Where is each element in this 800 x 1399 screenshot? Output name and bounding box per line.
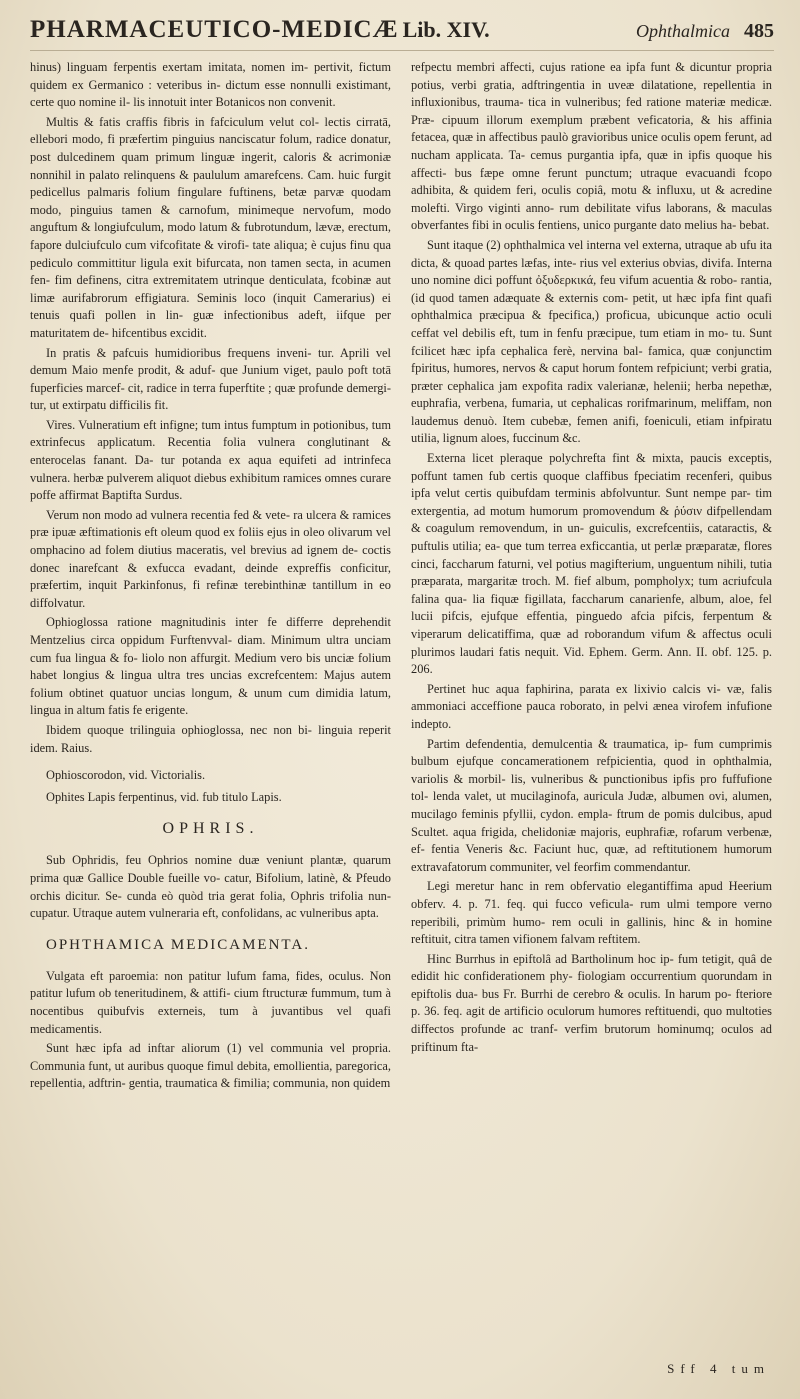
paragraph: Partim defendentia, demulcentia & traumatica, ip- fum cumprimis bulbum ejufque concamerationem refpicientia, quod in ophthalmia, variolis & morbil- lis, vulneribus & punctionibus ipfis pro fuffufione tol- lenda valet, ut mucilaginofa, auricula Judæ, albumen ovi, alumen, mucilago feminis pfyllii, cydon. empla- ftrum de pomis dulcibus, apud Scultet. aqua frigida, chelidoniæ majoris, euphrafiæ, rofarum verbenæ, ef- fentia Veneris &c. Faciunt huc, quæ, ad reftitutionem humorum extravafatorum communiter, vel feorfim commendantur. (411, 736, 772, 874)
cross-reference: Ophites Lapis ferpentinus, vid. fub titulo Lapis. (46, 789, 282, 804)
paragraph: Vires. Vulneratium eft infigne; tum intus fumptum in potionibus, tum extrinfecus applicatum. Recentia folia vulnera conglutinant & enterocelas fanant. Da- tur potanda ex aqua equifeti ad intrinfeca vulnera. herbæ pulverem aliquot diebus exhibitum ramices omnes curare poffe affirmat Baptifta Surdus. (30, 417, 391, 503)
paragraph: Vulgata eft paroemia: non patitur lufum fama, fides, oculus. Non patitur lufum ob teneritudinem, & attifi- cium ftructuræ fummum, tum à nocentibus quibufvis externeis, tum à juvantibus vel quafi medicamentis. (30, 968, 391, 1036)
paragraph: Externa licet pleraque polychrefta fint & mixta, paucis exceptis, poffunt tamen fub certis quoque claffibus fpeciatim recenferi, quibus ipfa velut certis quibufdam terminis abfolvuntur. Sunt nempe par- tim extergentia, ad motum humorum promovendum & ῥύσιν difpellendam & coagulum removendum, in un- guiculis, excrefcentiis, cataractis, & puftulis utilia; ea- que tum terrea exficcantia, ut perlæ præparatæ, flores cinci, faccharum faturni, vel potius magifterium, unguentum nihili, tutia præparata, margaritæ troch. M. fief album, pompholyx; tum acriufcula falina qua- lia fiquæ figillata, faccharum canarienfe, album, aloe, fel lucii pifcis, ejufque effentia, pinguedo afcia pifcis, ferpentum & viperarum delicatiffima, quæ ad roborandum vifum & affectus oculi plurimos laudari fatis nequit. Vid. Ephem. Germ. Ann. II. obf. 125. p. 206. (411, 451, 772, 677)
paragraph: Legi meretur hanc in rem obfervatio elegantiffima apud Heerium obferv. 4. p. 71. feq. qui fucco veficula- rum ulmi tempore verno reperibili, primùm humo- rem oculi in gallinis, hinc & in homine reftituit, citra tamen vifionem falvam reftitem. (411, 879, 772, 947)
running-head-title: PHARMACEUTICO-MEDICÆ (30, 16, 399, 43)
paragraph: Sub Ophridis, feu Ophrios nomine duæ veniunt plantæ, quarum prima quæ Gallice Double fueille vo- catur, Bifolium, latinè, & Pfeudo orchis dicitur. Se- cunda eò quòd tria gerat folia, Ophris trifolia nun- cupatur. Utraque autem vulneraria eft, confolidans, ac vulneribus apta. (30, 853, 391, 921)
page-footer (667, 1361, 770, 1377)
paragraph: Ibidem quoque trilinguia ophioglossa, nec non bi- linguia reperit idem. Raius. (30, 722, 391, 755)
paragraph: Sunt itaque (2) ophthalmica vel interna vel externa, utraque ab ufu ita dicta, & quoad partes læfas, inte- rius vel exterius obvias, divifa. Interna uno nomine dici poffunt ὀξυδερκικά, feu vifum acuentia & robo- rantia, (id quod tamen adæquate & externis com- petit, ut hæc ipfa fint quafi ophthalmica præcipua & fpecifica,) proficua, ubicunque actio oculi ceffat vel debilis eft, tum in fenfu præcipue, tum etiam in mo- tu. Sunt fcilicet hæc ipfa cephalica ferè, nervina bal- famica, quæ conjunctim fpiritus, humores, nervos & caput horum fontem refpiciunt; verbi gratia, præter cephalica jam expofita radix valerianæ, helenii; herba nepethæ, euphrafia, verbena, fumaria, ut cephalicas rorifmarinum, meliffam, non laudemus denuò. Item cubebæ, femen anifi, foeniculi, etiam infpiratu utilia, lignum aloes, fuccinum &c. (411, 237, 772, 446)
page-number: 485 (744, 20, 774, 42)
left-column (30, 59, 391, 1379)
paragraph: Ophioglossa ratione magnitudinis inter fe differre deprehendit Mentzelius circa oppidum Furftenvval- diam. Minimum ultra unciam cum fua lingua & fo- liolo non affurgit. Medium vero bis unciæ folium habet longius & lingua ultra tres uncias excrefcentem: Majus autem folium obtinet quatuor uncias longum, & unum cum dimidia latum, lingua in altum fatis fe erigente. (30, 615, 391, 718)
text-columns (30, 59, 774, 1379)
paragraph: Multis & fatis craffis fibris in fafciculum velut col- lectis cirratā, ellebori modo, fi præfertim pinguius nanciscatur folum, radice donatur, post dulcedinem quam primum linguæ ingerit, caloris & acrimoniæ nonnihil in palato relinquens & paululum amarefcens. Cam. huic furgit pedicellus palmaris folium fingulare fuftinens, betæ parvæ quodam modo, pinguius tamen & carnofum, minimeque nervofum, modo anguftum & longiufculum, modo latum & fubrotundum, lævæ, erectum, fapore dulciufculo cum vifcofitate & virofi- tate aliqua; è cujus finu qua pediculo committitur ligula exit bifurcata, non tamen secta, in acumen fen- fim definens, citra extremitatem utrinque denticulata, fcobinæ aut limæ aurifabrorum effigiatura. Seminis loco (inquit Camerarius) ei tenuis quafi pollen in lin- guæ infectionibus adeft, iifque per maturitatem de- hifcentibus excidit. (30, 114, 391, 340)
paragraph: Hinc Burrhus in epiftolâ ad Bartholinum hoc ip- fum tetigit, quâ de edidit hic confiderationem phy- fiologiam occurrentium quorundam in epiftolis dua- bus Fr. Burrhi de cerebro & oculis. In harum po- fteriore p. 36. feq. agit de artificio oculorum humores reftituendi, quo multoties diffectos profunde ac tranf- verfim brutorum hominumq; oculos ad priftinum fta- (411, 951, 772, 1054)
paragraph: hinus) linguam ferpentis exertam imitata, nomen im- pertivit, fictum quidem ex Germanico : veteribus in- dictum esse nonnulli existimant, certe quo nomine il- lis innotuit inter Botanicos non convenit. (30, 60, 391, 110)
catchword: tum (731, 1361, 770, 1376)
paragraph: refpectu membri affecti, cujus ratione ea ipfa funt & dicuntur propria potius, verbi gratia, adftringentia in uveæ dilatatione, repellentia in influxionibus, trauma- tica in vulneribus; fed ratione materiæ medicæ. Præ- cipuum illorum exemplum præbent veficatoria, & his affinia fetacea, quæ in affectibus paulò gravioribus unice oculis opem ferunt, ad nucham applicata. Ta- cemus purgantia ipfa, quæ in ipfis quoque his affecti- bus fæpe omne ferunt punctum; utraque evacuandi fcopo adhibita, & quidem feri, oculis copiâ, motu & influxu, ut & acredine molefti. Virgo viginti anno- rum debilitate vifus laborans, & maculas obverfantes fibi in oculis fentiens, unico purgante dato melius ha- bebat. (411, 60, 772, 233)
running-head-section: Ophthalmica (636, 21, 730, 41)
running-head-book: Lib. XIV. (402, 17, 490, 42)
paragraph: Verum non modo ad vulnera recentia fed & vete- ra ulcera & ramices præ ipuæ æftimationis eft oleum quod ex foliis ejus in oleo olivarum vel omphacino ad folem diutius maceratis, vel brevius ad ignem de- coctis donec inarefcant & exfucca evadant, deinde expreffis conficitur, præfertim, inquit Parkinfonus, fi refinæ terebinthinæ tantillum in eo diffolvatur. (30, 507, 391, 610)
paragraph: In pratis & pafcuis humidioribus frequens inveni- tur. Aprili vel demum Maio menfe prodit, & aduf- que Junium viget, paulo poft totā fuperficies marcef- cit, radice in terra fuperftite ; quæ profunde demergi- tur, ut extirpatu difficilis fit. (30, 345, 391, 413)
section-heading: OPHRIS. (162, 820, 259, 838)
paragraph: Pertinet huc aqua faphirina, parata ex lixivio calcis vi- væ, falis ammoniaci acceffione pauca roborato, in pelvi ænea virofem infufione indepto. (411, 681, 772, 731)
running-head (30, 16, 774, 51)
signature-mark: Sff 4 (667, 1361, 723, 1376)
paragraph: Sunt hæc ipfa ad inftar aliorum (1) vel communia vel propria. Communia funt, ut auribus quoque fimul debita, emollientia, paregorica, repellentia, adftrin- gentia, traumatica & fimilia; communia, non quidem (30, 1041, 391, 1091)
cross-reference: Ophioscorodon, vid. Victorialis. (46, 768, 206, 783)
section-heading: OPHTHAMICA MEDICAMENTA. (46, 936, 310, 953)
right-column (411, 59, 772, 1379)
